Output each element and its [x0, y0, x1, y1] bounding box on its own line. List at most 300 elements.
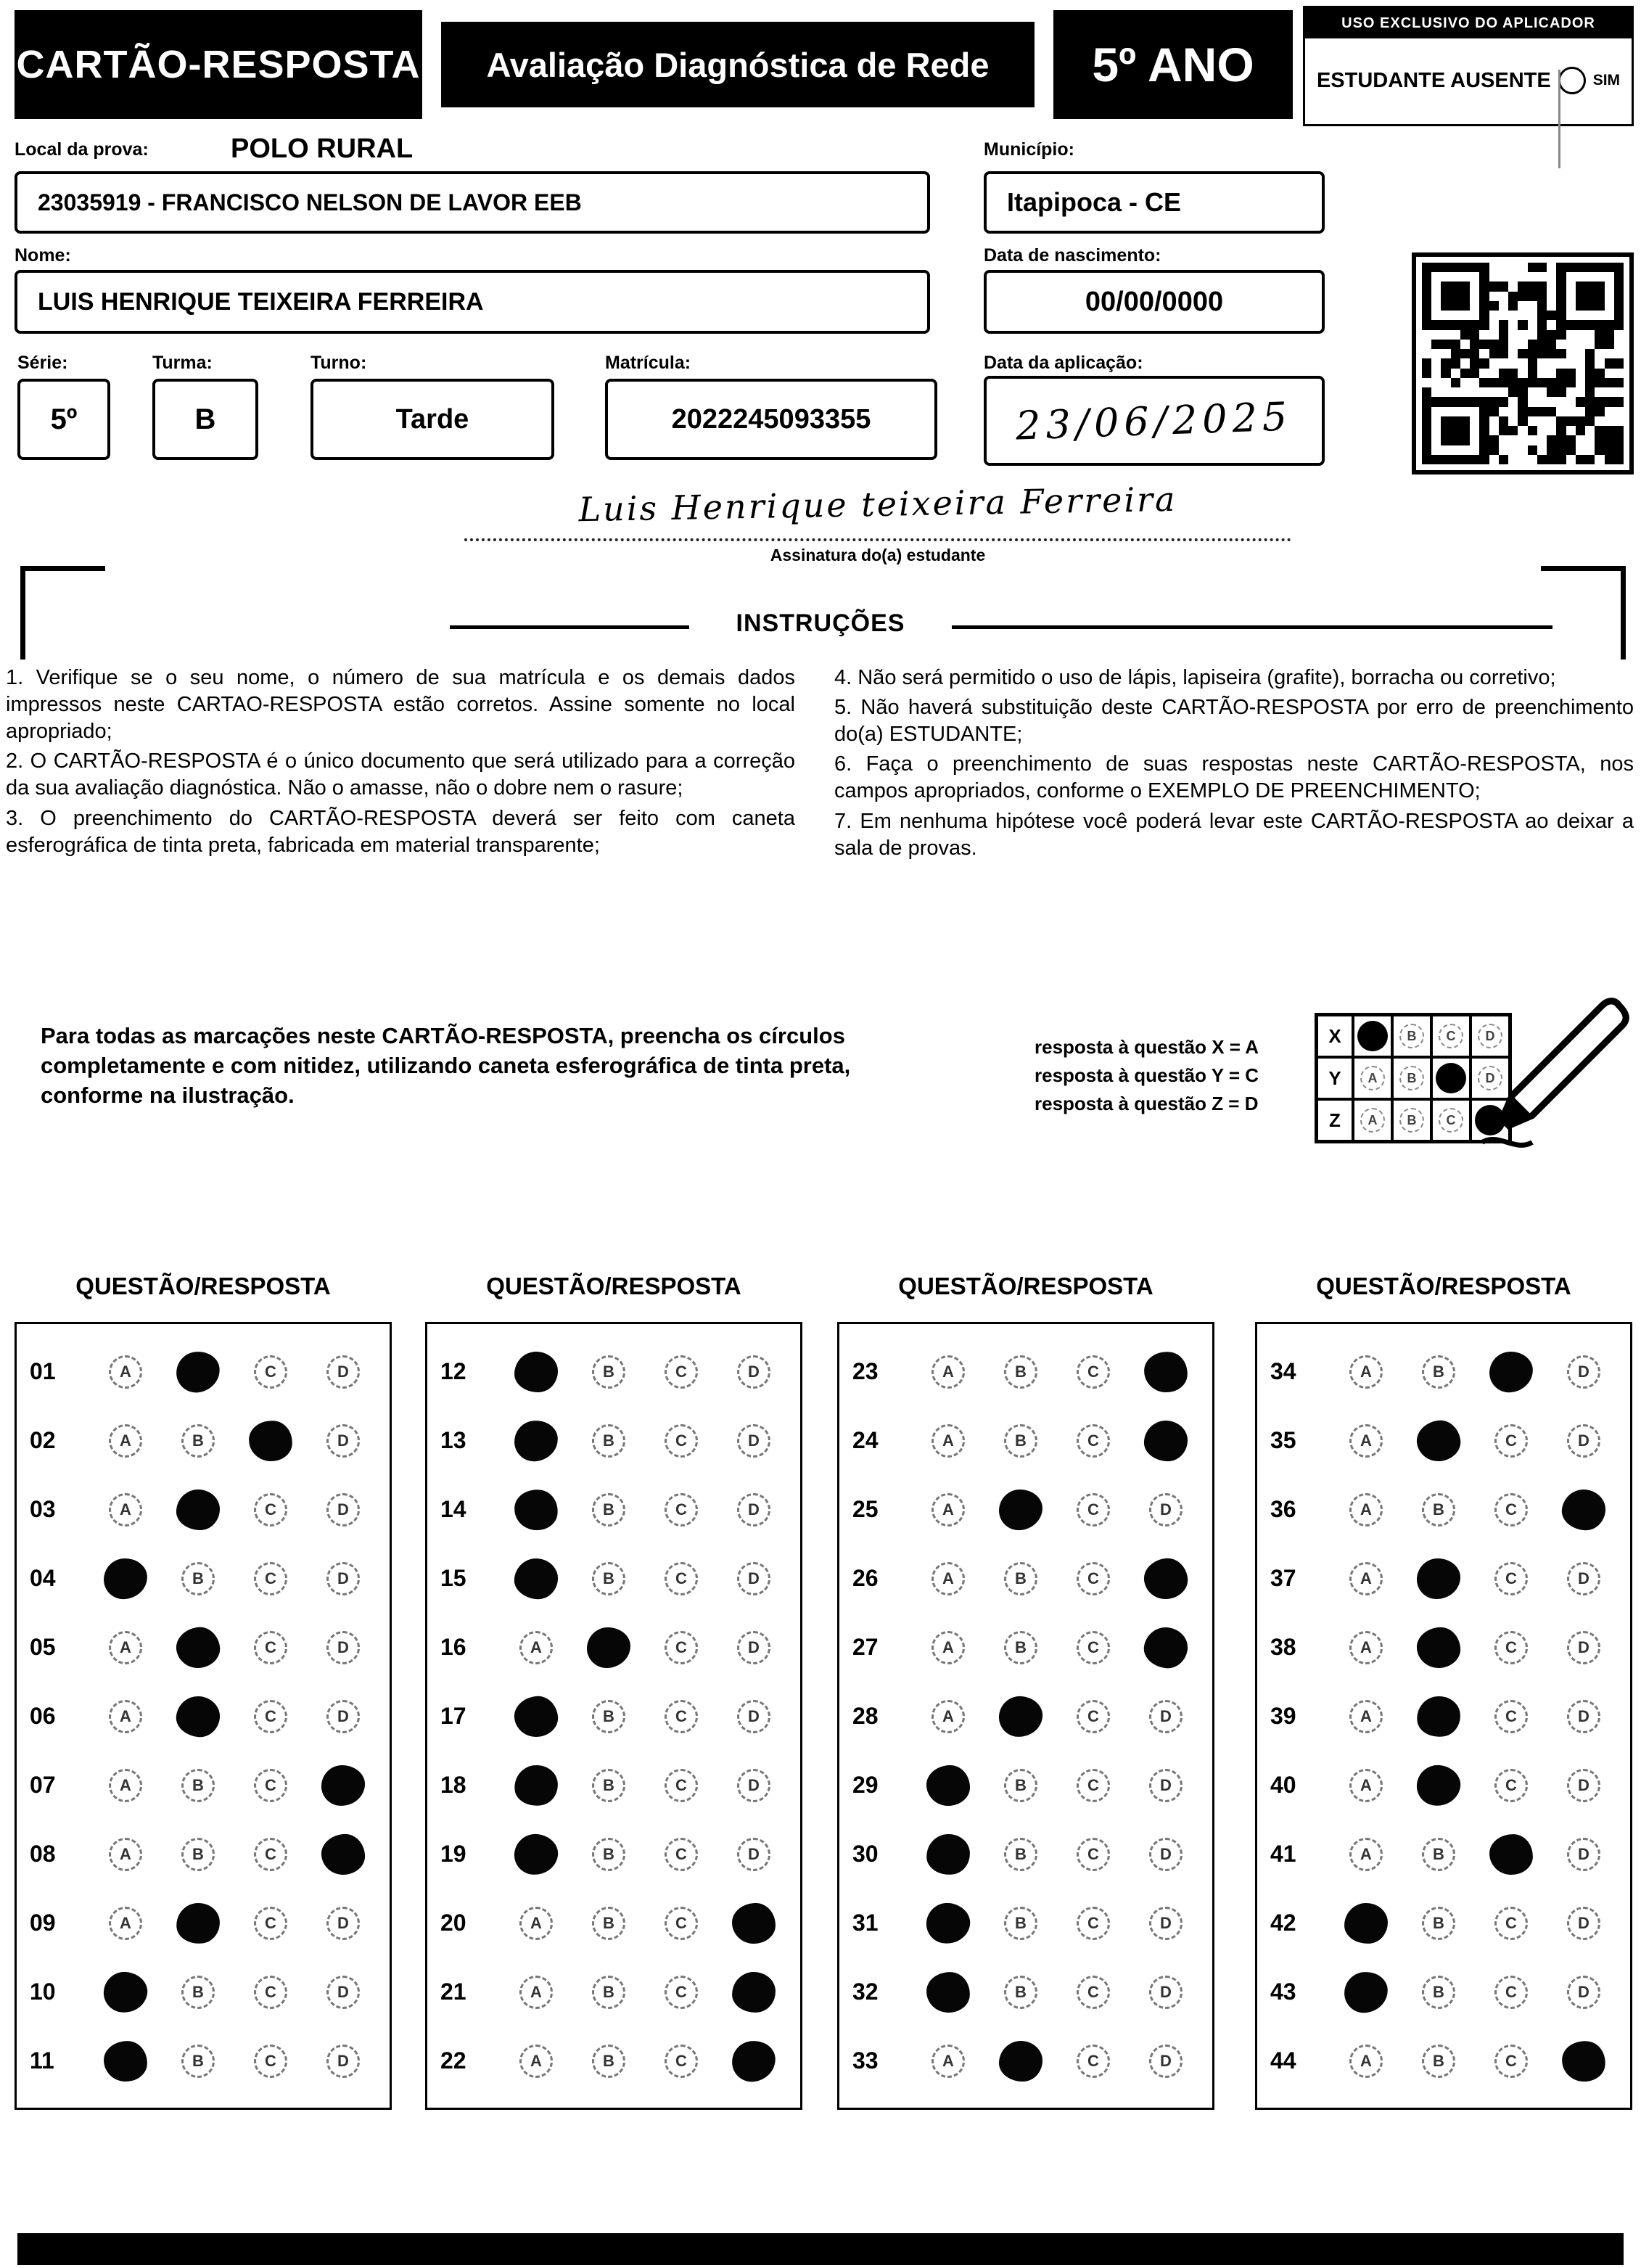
bubble-C: C: [254, 1976, 287, 2009]
question-row-37: [1257, 1544, 1630, 1613]
answer-bubble-21-A: [500, 1976, 572, 2009]
answer-bubble-19-D: [717, 1838, 790, 1871]
answer-bubble-15-B: [572, 1562, 645, 1595]
bubble-C: C: [665, 1355, 698, 1389]
bubble-C: C: [254, 1769, 287, 1802]
filled-mark: [513, 1832, 560, 1876]
instruction-item: 5. Não haverá substituição deste CARTÃO-RESPOSTA por erro de preenchimento do(a) ESTUDANTE;: [834, 696, 1634, 747]
answer-bubble-19-C: [645, 1838, 717, 1871]
bubble-A: A: [931, 1424, 965, 1458]
question-row-24: [839, 1406, 1212, 1475]
question-row-04: [17, 1544, 390, 1613]
filled-mark: [174, 1694, 222, 1739]
question-row-28: [839, 1682, 1212, 1751]
example-bubble: [1353, 1057, 1392, 1099]
answer-bubble-18-D: [717, 1769, 790, 1802]
bubble-B: B: [592, 1907, 625, 1940]
instruction-item: 1. Verifique se o seu nome, o número de sua matrícula e os demais dados impressos neste CARTAO-RESPOSTA estão corretos. Assine somente no local apropriado;: [6, 666, 795, 744]
bubble-C: C: [254, 1907, 287, 1940]
filled-mark: [1142, 1556, 1190, 1601]
answer-bubble-09-D: [307, 1907, 379, 1940]
bubble-C: C: [1077, 1493, 1110, 1527]
bubble-B: B: [592, 1976, 625, 2009]
bubble-A: A: [109, 1769, 142, 1802]
bubble-A: A: [109, 1424, 142, 1458]
answer-bubble-01-D: [307, 1355, 379, 1389]
bubble-D: D: [326, 1493, 360, 1527]
marked-answer-05-B: [162, 1627, 234, 1668]
bubble-C: C: [665, 1424, 698, 1458]
bubble-C: C: [1077, 1976, 1110, 2009]
bubble-C: C: [1077, 1700, 1110, 1733]
bubble-D: D: [1149, 2045, 1183, 2078]
bubble-A: A: [931, 1355, 965, 1389]
answer-bubble-44-A: [1330, 2045, 1402, 2078]
answer-bubble-33-D: [1130, 2045, 1202, 2078]
header-divider-line: [1558, 70, 1560, 168]
bubble-A: A: [1349, 1493, 1383, 1527]
answer-bubble-31-B: [984, 1907, 1057, 1940]
question-number: 36: [1270, 1496, 1296, 1522]
bubble-C: C: [1439, 1024, 1463, 1048]
answer-bubble-36-B: [1402, 1493, 1475, 1527]
filled-mark: [1143, 1419, 1188, 1461]
instruction-item: 4. Não será permitido o uso de lápis, lapiseira (grafite), borracha ou corretivo;: [834, 666, 1556, 689]
question-row-12: [427, 1337, 800, 1406]
instructions-title: INSTRUÇÕES: [736, 609, 905, 637]
bubble-C: C: [665, 1562, 698, 1595]
aplicacao-handwritten-value: 23/06/2025: [1015, 393, 1294, 449]
marked-answer-29-A: [912, 1765, 984, 1806]
answer-bubble-01-A: [89, 1355, 162, 1389]
bubble-A: A: [109, 1355, 142, 1389]
bubble-D: D: [737, 1838, 770, 1871]
bubble-A: A: [1349, 1700, 1383, 1733]
filled-mark: [1142, 1349, 1190, 1394]
filled-mark: [1415, 1693, 1463, 1739]
bubble-A: A: [1349, 1769, 1383, 1802]
bubble-B: B: [592, 1493, 625, 1527]
bubble-C: C: [1494, 1493, 1528, 1527]
serie-field: [17, 379, 110, 460]
marked-answer-24-D: [1130, 1421, 1202, 1461]
filled-mark: [176, 1489, 221, 1530]
filled-mark: [1488, 1349, 1534, 1393]
filled-mark: [1416, 1626, 1462, 1669]
marked-answer-31-A: [912, 1903, 984, 1944]
filled-mark: [999, 2041, 1042, 2082]
answer-bubble-30-C: [1057, 1838, 1130, 1871]
answer-bubble-42-B: [1402, 1907, 1475, 1940]
bubble-C: C: [1494, 1907, 1528, 1940]
absent-option-label: SIM: [1592, 72, 1621, 89]
example-bubble: [1431, 1099, 1471, 1141]
absent-circle: [1558, 67, 1586, 94]
question-row-17: [427, 1682, 800, 1751]
answer-bubble-22-A: [500, 2045, 572, 2078]
question-row-38: [1257, 1613, 1630, 1682]
example-bubble: [1392, 1057, 1431, 1099]
bubble-D: D: [326, 1424, 360, 1458]
example-marked-bubble: [1353, 1015, 1392, 1057]
nascimento-value: 00/00/0000: [1085, 286, 1224, 317]
answer-bubble-08-A: [89, 1838, 162, 1871]
marked-answer-22-D: [717, 2041, 790, 2082]
bubble-C: C: [665, 1631, 698, 1664]
question-number: 17: [440, 1703, 466, 1729]
question-row-16: [427, 1613, 800, 1682]
bubble-D: D: [1567, 1769, 1600, 1802]
bubble-B: B: [181, 2045, 215, 2078]
example-legend: [1035, 1033, 1310, 1118]
bubble-A: A: [931, 2045, 965, 2078]
bubble-B: B: [1004, 1355, 1037, 1389]
filled-mark: [514, 1351, 559, 1392]
answer-bubble-16-C: [645, 1631, 717, 1664]
bubble-A: A: [109, 1907, 142, 1940]
instructions-column-left: [6, 665, 795, 862]
answer-bubble-02-B: [162, 1424, 234, 1458]
answer-bubble-03-A: [89, 1493, 162, 1527]
bubble-B: B: [1004, 1631, 1037, 1664]
answer-bubble-05-A: [89, 1631, 162, 1664]
answer-bubble-26-A: [912, 1562, 984, 1595]
corner-bracket-left: [20, 566, 105, 660]
marked-answer-33-B: [984, 2041, 1057, 2082]
question-row-31: [839, 1889, 1212, 1957]
bubble-D: D: [326, 1907, 360, 1940]
question-number: 31: [852, 1910, 879, 1936]
filled-mark: [1560, 1487, 1608, 1532]
answer-bubble-40-D: [1547, 1769, 1620, 1802]
question-row-40: [1257, 1751, 1630, 1820]
bubble-C: C: [1494, 2045, 1528, 2078]
bubble-C: C: [665, 2045, 698, 2078]
filled-mark: [102, 1969, 149, 2015]
bubble-A: A: [1349, 1562, 1383, 1595]
filled-mark: [730, 2038, 778, 2084]
filled-mark: [513, 1556, 559, 1600]
answer-bubble-37-D: [1547, 1562, 1620, 1595]
nome-field: [15, 270, 930, 334]
filled-mark: [321, 1764, 366, 1806]
corner-bracket-right: [1541, 566, 1626, 660]
bubble-D: D: [1567, 1838, 1600, 1871]
question-number: 03: [30, 1496, 56, 1522]
question-row-41: [1257, 1820, 1630, 1889]
answer-bubble-02-D: [307, 1424, 379, 1458]
question-number: 18: [440, 1772, 466, 1798]
bubble-A: A: [109, 1631, 142, 1664]
marked-answer-25-B: [984, 1490, 1057, 1530]
bubble-A: A: [931, 1631, 965, 1664]
bubble-D: D: [737, 1769, 770, 1802]
question-number: 20: [440, 1910, 466, 1936]
bubble-A: A: [1360, 1108, 1385, 1133]
footer-bar: [17, 2233, 1624, 2265]
nascimento-field: [984, 270, 1325, 334]
answer-bubble-37-C: [1475, 1562, 1547, 1595]
question-row-08: [17, 1820, 390, 1889]
answer-bubble-30-D: [1130, 1838, 1202, 1871]
answer-bubble-04-C: [234, 1562, 307, 1595]
answer-bubble-03-D: [307, 1493, 379, 1527]
answer-bubble-43-B: [1402, 1976, 1475, 2009]
answer-bubble-34-B: [1402, 1355, 1475, 1389]
bubble-D: D: [1478, 1024, 1502, 1048]
instructions-rule-left: [450, 625, 689, 629]
answer-bubble-16-D: [717, 1631, 790, 1664]
bubble-D: D: [1567, 1700, 1600, 1733]
bubble-D: D: [326, 2045, 360, 2078]
marked-answer-38-B: [1402, 1627, 1475, 1668]
bubble-B: B: [1004, 1976, 1037, 2009]
question-row-09: [17, 1889, 390, 1957]
answer-bubble-01-C: [234, 1355, 307, 1389]
bubble-D: D: [326, 1355, 360, 1389]
marked-answer-18-A: [500, 1765, 572, 1806]
question-number: 23: [852, 1358, 879, 1384]
answer-bubble-24-A: [912, 1424, 984, 1458]
marked-answer-32-A: [912, 1972, 984, 2013]
question-row-33: [839, 2026, 1212, 2095]
marked-answer-06-B: [162, 1696, 234, 1737]
bubble-C: C: [665, 1907, 698, 1940]
example-row-label: X: [1317, 1015, 1353, 1057]
filled-mark: [1417, 1558, 1461, 1599]
answer-bubble-16-A: [500, 1631, 572, 1664]
card-title-text: CARTÃO-RESPOSTA: [16, 43, 421, 86]
question-number: 06: [30, 1703, 56, 1729]
bubble-A: A: [1349, 1355, 1383, 1389]
question-number: 14: [440, 1496, 466, 1522]
bubble-C: C: [1077, 2045, 1110, 2078]
question-number: 24: [852, 1427, 879, 1453]
marked-answer-04-A: [89, 1558, 162, 1599]
bubble-C: C: [1077, 1424, 1110, 1458]
answer-bubble-36-A: [1330, 1493, 1402, 1527]
bubble-A: A: [109, 1700, 142, 1733]
bubble-C: C: [1077, 1562, 1110, 1595]
serie-label: Série:: [17, 353, 68, 373]
bubble-C: C: [1077, 1907, 1110, 1940]
answer-bubble-44-C: [1475, 2045, 1547, 2078]
question-number: 10: [30, 1979, 56, 2005]
question-row-18: [427, 1751, 800, 1820]
answer-bubble-38-D: [1547, 1631, 1620, 1664]
question-row-39: [1257, 1682, 1630, 1751]
filled-mark: [732, 1902, 776, 1944]
question-row-03: [17, 1475, 390, 1544]
question-number: 05: [30, 1634, 56, 1660]
answer-bubble-35-C: [1475, 1424, 1547, 1458]
question-row-10: [17, 1957, 390, 2026]
answer-bubble-08-C: [234, 1838, 307, 1871]
instruction-item: 3. O preenchimento do CARTÃO-RESPOSTA deverá ser feito com caneta esferográfica de tinta preta, fabricada em material transparente;: [6, 806, 795, 857]
question-number: 12: [440, 1358, 466, 1384]
marked-answer-16-B: [572, 1627, 645, 1668]
absent-label: ESTUDANTE AUSENTE: [1316, 68, 1551, 92]
answer-bubble-09-C: [234, 1907, 307, 1940]
question-number: 35: [1270, 1427, 1296, 1453]
filled-mark: [1489, 1833, 1534, 1875]
bubble-C: C: [665, 1700, 698, 1733]
bubble-D: D: [1567, 1562, 1600, 1595]
answer-bubble-11-D: [307, 2045, 379, 2078]
answer-bubble-40-A: [1330, 1769, 1402, 1802]
question-row-07: [17, 1751, 390, 1820]
answer-bubble-20-A: [500, 1907, 572, 1940]
turno-field: [310, 379, 554, 460]
bubble-D: D: [326, 1562, 360, 1595]
question-row-42: [1257, 1889, 1630, 1957]
answer-bubble-20-B: [572, 1907, 645, 1940]
answer-bubble-31-C: [1057, 1907, 1130, 1940]
bubble-A: A: [1349, 2045, 1383, 2078]
card-title: [15, 10, 422, 119]
bubble-D: D: [737, 1493, 770, 1527]
answer-bubble-12-D: [717, 1355, 790, 1389]
filled-mark: [1414, 1418, 1463, 1464]
answer-bubble-33-C: [1057, 2045, 1130, 2078]
bubble-C: C: [254, 2045, 287, 2078]
answer-bubble-43-C: [1475, 1976, 1547, 2009]
matricula-field: [605, 379, 937, 460]
filled-mark: [513, 1418, 560, 1463]
answer-bubble-38-C: [1475, 1631, 1547, 1664]
question-number: 33: [852, 2047, 879, 2074]
marked-answer-12-A: [500, 1352, 572, 1392]
marked-answer-39-B: [1402, 1696, 1475, 1737]
answer-bubble-28-C: [1057, 1700, 1130, 1733]
answer-bubble-34-D: [1547, 1355, 1620, 1389]
bubble-B: B: [1422, 2045, 1455, 2078]
answers-column-1: [15, 1322, 392, 2110]
answer-bubble-24-B: [984, 1424, 1057, 1458]
bubble-A: A: [109, 1493, 142, 1527]
question-number: 02: [30, 1427, 56, 1453]
bubble-B: B: [1399, 1024, 1424, 1048]
bubble-C: C: [1494, 1976, 1528, 2009]
bubble-B: B: [592, 1562, 625, 1595]
municipio-label: Município:: [984, 139, 1074, 160]
question-row-15: [427, 1544, 800, 1613]
answers-column-2: [425, 1322, 802, 2110]
bubble-A: A: [931, 1493, 965, 1527]
answer-bubble-32-D: [1130, 1976, 1202, 2009]
filled-mark: [1436, 1063, 1466, 1093]
bubble-B: B: [1422, 1976, 1455, 2009]
instruction-item: 7. Em nenhuma hipótese você poderá levar este CARTÃO-RESPOSTA ao deixar a sala de provas.: [834, 809, 1634, 860]
bubble-C: C: [1494, 1562, 1528, 1595]
bubble-B: B: [181, 1769, 215, 1802]
nome-label: Nome:: [15, 245, 71, 266]
answer-bubble-04-B: [162, 1562, 234, 1595]
marked-answer-21-D: [717, 1972, 790, 2013]
answer-bubble-26-C: [1057, 1562, 1130, 1595]
question-number: 39: [1270, 1703, 1296, 1729]
municipio-field: [984, 171, 1325, 234]
qr-code: [1412, 252, 1634, 474]
bubble-C: C: [1439, 1108, 1463, 1133]
question-number: 38: [1270, 1634, 1296, 1660]
bubble-C: C: [1494, 1424, 1528, 1458]
marked-answer-11-A: [89, 2041, 162, 2082]
instruction-item: 6. Faça o preenchimento de suas respostas neste CARTÃO-RESPOSTA, nos campos apropriados, conforme o EXEMPLO DE PREENCHIMENTO;: [834, 752, 1634, 803]
bubble-B: B: [1004, 1769, 1037, 1802]
answer-bubble-32-B: [984, 1976, 1057, 2009]
answer-bubble-18-C: [645, 1769, 717, 1802]
answer-bubble-27-C: [1057, 1631, 1130, 1664]
bubble-D: D: [1149, 1493, 1183, 1527]
question-number: 04: [30, 1565, 56, 1591]
bubble-A: A: [109, 1838, 142, 1871]
bubble-B: B: [1399, 1066, 1424, 1090]
answer-bubble-14-D: [717, 1493, 790, 1527]
question-number: 16: [440, 1634, 466, 1660]
marked-answer-07-D: [307, 1765, 379, 1806]
answer-bubble-14-C: [645, 1493, 717, 1527]
serie-value: 5º: [50, 403, 78, 435]
turma-value: B: [194, 403, 216, 435]
bubble-C: C: [1494, 1631, 1528, 1664]
bubble-B: B: [1422, 1838, 1455, 1871]
answer-bubble-10-B: [162, 1976, 234, 2009]
answer-bubble-41-A: [1330, 1838, 1402, 1871]
bubble-B: B: [1399, 1108, 1424, 1133]
answer-bubble-25-D: [1130, 1493, 1202, 1527]
filled-mark: [174, 1901, 222, 1946]
answer-bubble-19-B: [572, 1838, 645, 1871]
question-row-36: [1257, 1475, 1630, 1544]
answer-bubble-22-B: [572, 2045, 645, 2078]
answer-bubble-13-D: [717, 1424, 790, 1458]
bubble-A: A: [519, 1631, 553, 1664]
bubble-D: D: [1567, 1631, 1600, 1664]
bubble-C: C: [254, 1631, 287, 1664]
applicator-strip-label: USO EXCLUSIVO DO APLICADOR: [1305, 8, 1632, 38]
bubble-A: A: [931, 1700, 965, 1733]
answer-bubble-28-D: [1130, 1700, 1202, 1733]
question-row-20: [427, 1889, 800, 1957]
marked-answer-37-B: [1402, 1558, 1475, 1599]
marked-answer-30-A: [912, 1834, 984, 1875]
answer-bubble-32-C: [1057, 1976, 1130, 2009]
answer-bubble-11-C: [234, 2045, 307, 2078]
bubble-D: D: [737, 1700, 770, 1733]
question-number: 25: [852, 1496, 879, 1522]
question-row-32: [839, 1957, 1212, 2026]
answer-bubble-25-A: [912, 1493, 984, 1527]
local-label: Local da prova:: [15, 139, 149, 160]
marked-answer-13-A: [500, 1421, 572, 1461]
marked-answer-43-A: [1330, 1972, 1402, 2013]
question-number: 07: [30, 1772, 56, 1798]
answer-bubble-42-D: [1547, 1907, 1620, 1940]
filled-mark: [925, 1832, 972, 1876]
marked-answer-34-C: [1475, 1352, 1547, 1392]
question-row-35: [1257, 1406, 1630, 1475]
answer-bubble-39-A: [1330, 1700, 1402, 1733]
question-number: 01: [30, 1358, 56, 1384]
question-number: 29: [852, 1772, 879, 1798]
answer-bubble-20-C: [645, 1907, 717, 1940]
answer-bubble-27-A: [912, 1631, 984, 1664]
assessment-title: [441, 22, 1035, 107]
answer-bubble-21-B: [572, 1976, 645, 2009]
example-legend-line: resposta à questão Z = D: [1035, 1093, 1259, 1114]
question-row-22: [427, 2026, 800, 2095]
